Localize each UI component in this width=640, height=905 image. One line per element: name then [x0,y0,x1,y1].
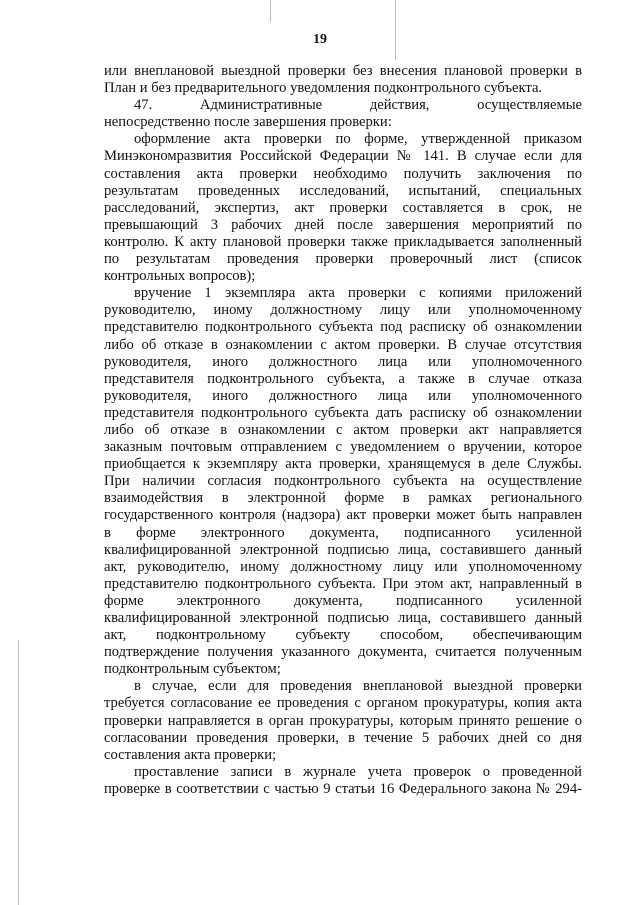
text-line: по результатам проведения проверки проверочный лист (список [104,251,582,268]
text-line: государственного контроля (надзора) акт проверки может быть направлен [104,507,582,524]
scan-artifact-top-right [395,0,396,60]
text-line: квалифицированной электронной подписью лица, составившего данный [104,541,582,558]
text-line: руководителя, иного должностного лица или уполномоченного [104,353,582,370]
text-line: При наличии согласия подконтрольного субъекта на осуществление [104,473,582,490]
text-line: приобщается к экземпляру акта проверки, хранящемуся в деле Службы. [104,456,582,473]
text-line: 47. Административные действия, осуществляемые [134,97,582,114]
text-line: представителю подконтрольного субъекта. При этом акт, направленный в [104,575,582,592]
text-line: контрольных вопросов); [104,268,256,285]
text-line: руководителя, иного должностного лица или уполномоченного [104,387,582,404]
page-number: 19 [313,32,327,47]
text-line: подтверждение получения указанного документа, считается полученным [104,644,582,661]
text-line: акт, подконтрольному субъекту способом, обеспечивающим [104,627,582,644]
text-line: подконтрольным субъектом; [104,661,281,678]
text-line: расследований, экспертиз, акт проверки составляется в срок, не [104,199,582,216]
text-line: либо об отказе в ознакомлении с актом проверки акт направляется [104,421,582,438]
text-line: контролю. К акту плановой проверки также прикладывается заполненный [104,233,582,250]
text-line: в форме электронного документа, подписанного усиленной [104,524,582,541]
text-line: в случае, если для проведения внеплановой выездной проверки [134,678,582,695]
text-line: заказным почтовым отправлением с уведомлением о вручении, которое [104,439,582,456]
text-line: составления акта проверки необходимо получить заключения по [104,165,582,182]
text-line: вручение 1 экземпляра акта проверки с копиями приложений [134,285,582,302]
text-line: проверке в соответствии с частью 9 статьи 16 Федерального закона № 294- [104,780,582,797]
text-line: проставление записи в журнале учета проверок о проведенной [134,763,582,780]
text-line: План и без предварительного уведомления подконтрольного субъекта. [104,80,543,97]
text-line: требуется согласование ее проведения с органом прокуратуры, копия акта [104,695,582,712]
text-line: или внеплановой выездной проверки без внесения плановой проверки в [104,63,582,79]
text-line: представителя подконтрольного субъекта, а также в случае отказа [104,370,582,387]
text-line: руководителю, иному должностному лицу или уполномоченному [104,302,582,319]
text-line: квалифицированной электронной подписью лица, составившего данный [104,610,582,626]
text-line: результатам проведенных исследований, испытаний, специальных [104,182,582,199]
text-line: непосредственно после завершения проверки: [104,114,392,131]
text-line: превышающий 3 рабочих дней после завершения мероприятий по [104,216,582,233]
scan-artifact-top [270,0,271,22]
text-line: согласовании проведения проверки, в течение 5 рабочих дней со дня [104,729,582,746]
text-line: представителю подконтрольного субъекта под расписку об ознакомлении [104,319,582,336]
text-line: составления акта проверки; [104,746,277,763]
text-line: представителя подконтрольного субъекта дать расписку об ознакомлении [104,404,582,421]
text-line: форме электронного документа, подписанного усиленной [104,592,582,609]
text-line: взаимодействия в электронной форме в рамках регионального [104,490,582,507]
text-line: оформление акта проверки по форме, утвержденной приказом [134,131,582,148]
text-line: Минэкономразвития Российской Федерации № 141. В случае если для [104,148,582,165]
scan-artifact-left [18,640,19,905]
text-line: проверки направляется в орган прокуратуры, которым принято решение о [104,712,582,729]
document-body [104,63,582,798]
text-line: либо об отказе в ознакомлении с актом проверки. В случае отсутствия [104,336,582,353]
text-line: акт, руководителю, иному должностному лицу или уполномоченному [104,558,582,575]
